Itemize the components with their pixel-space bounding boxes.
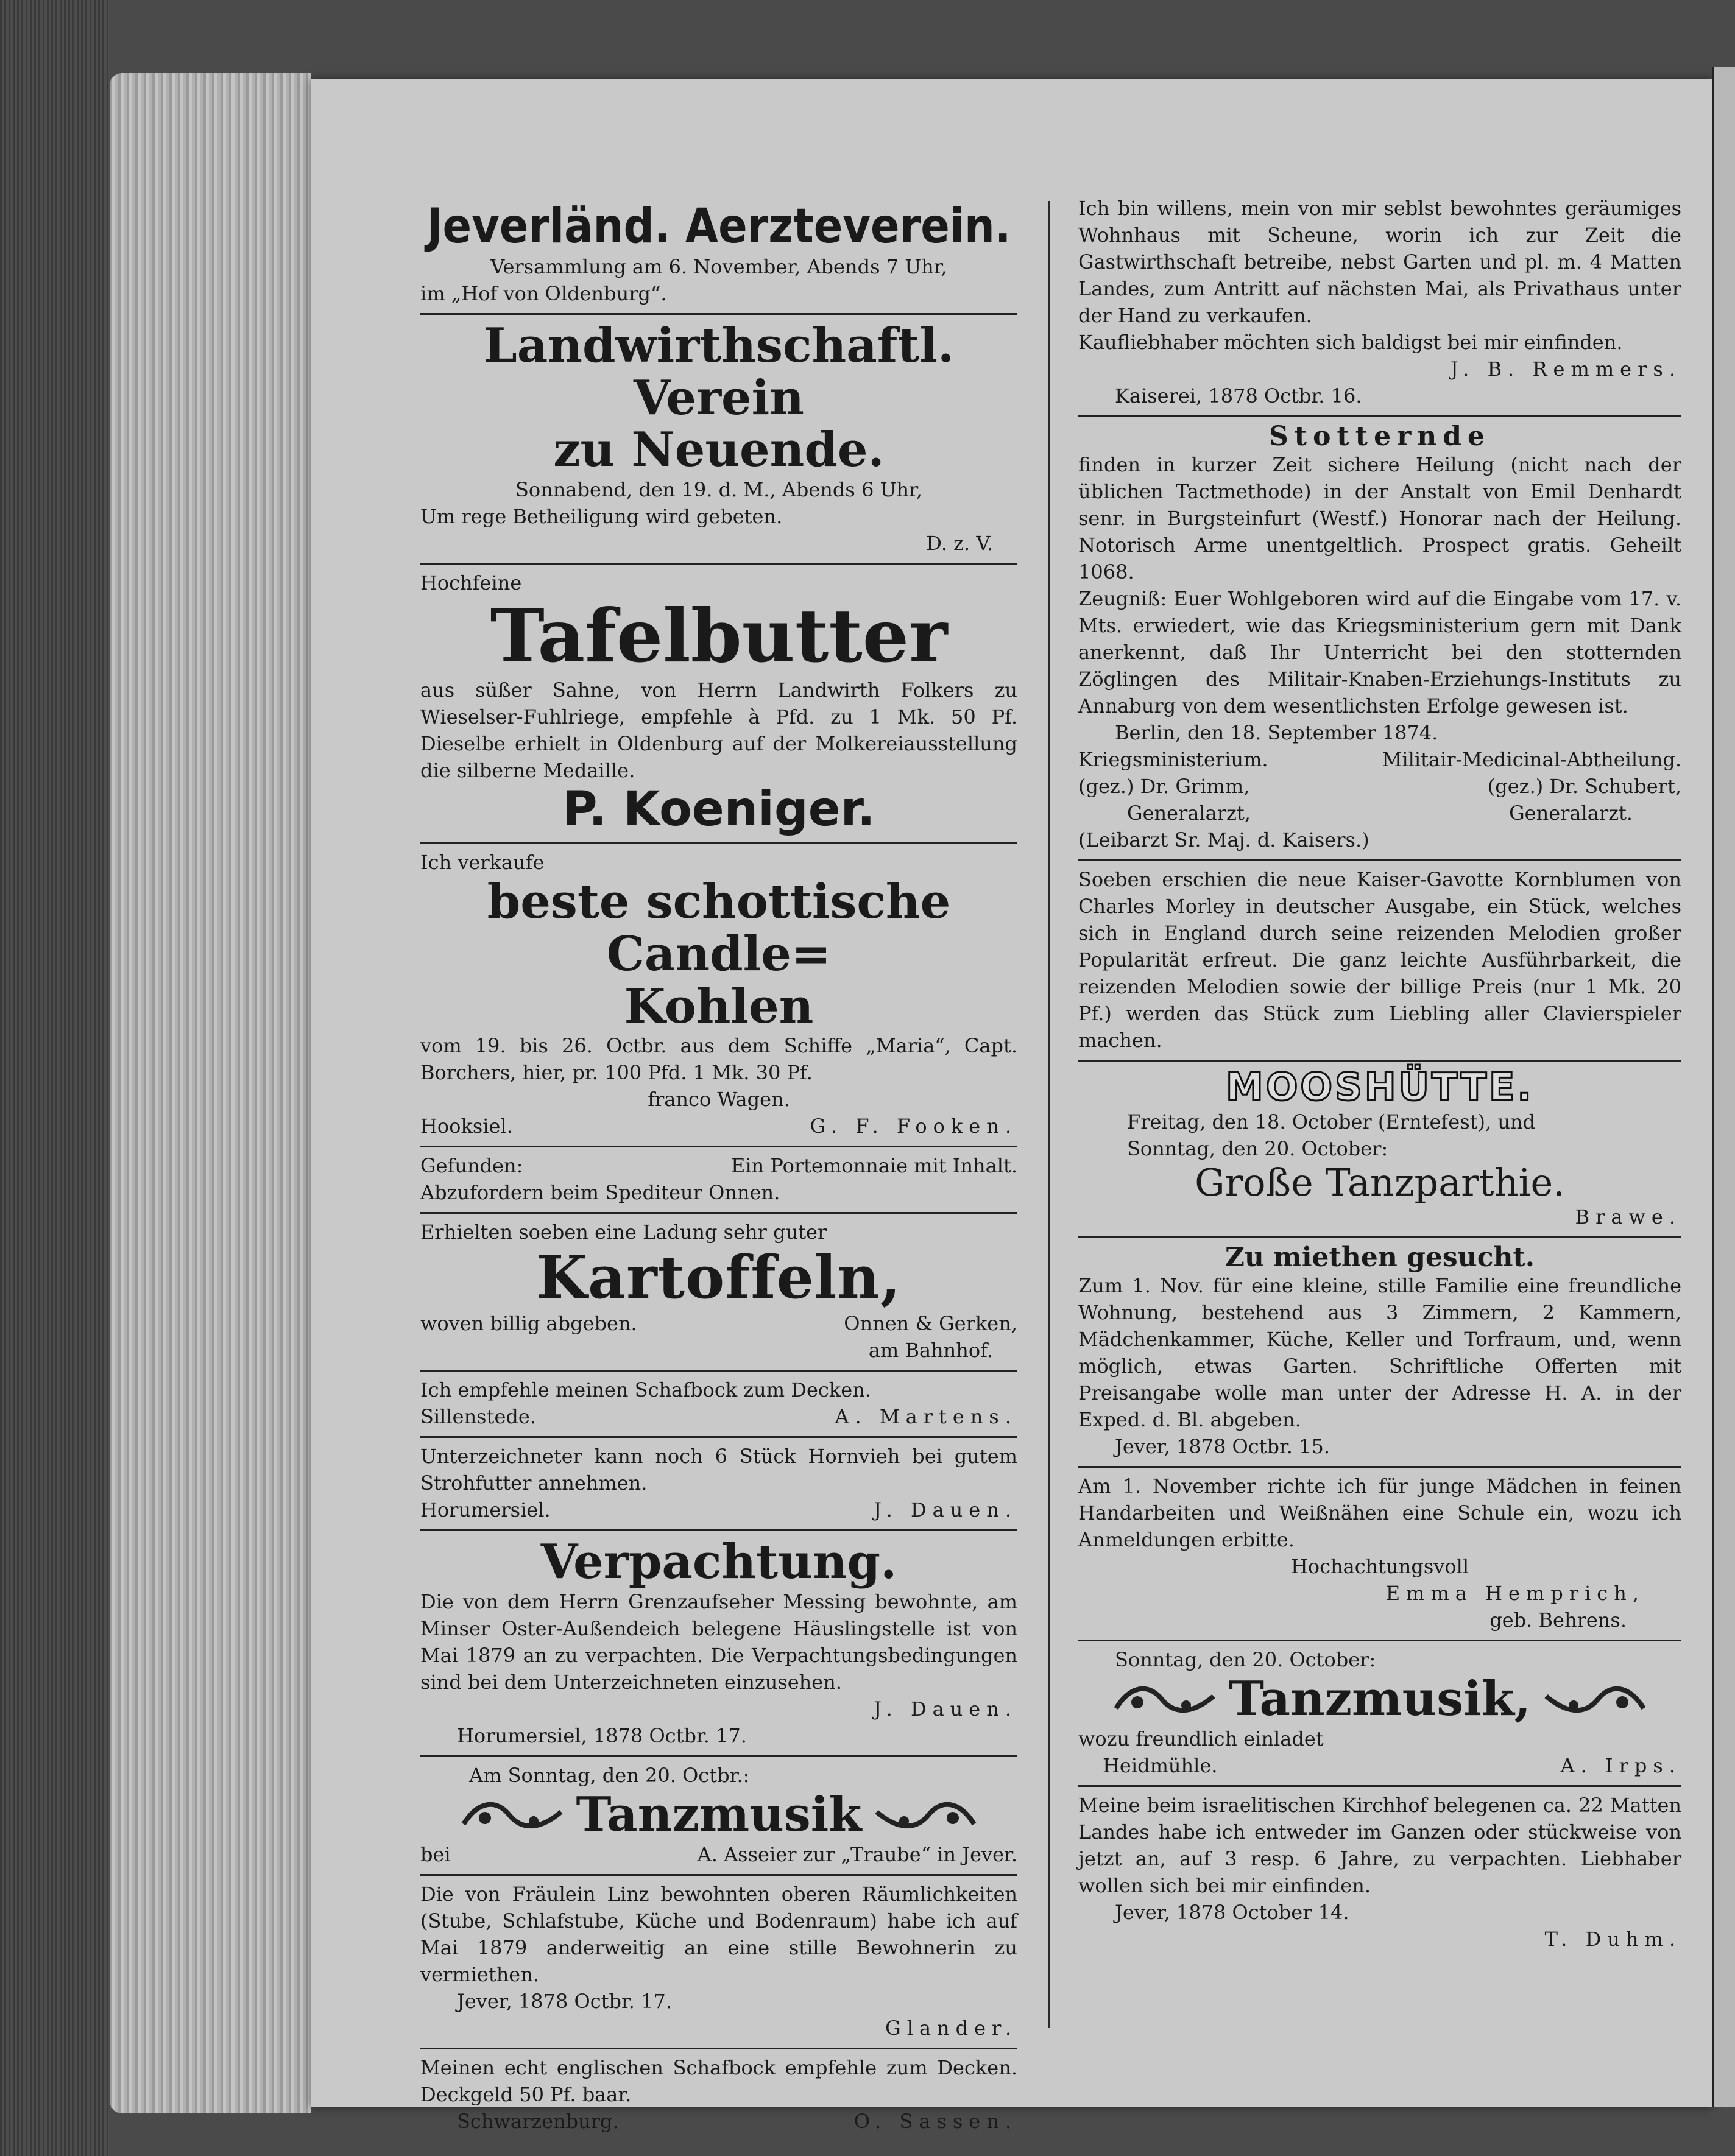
- ad-title: Landwirthschaftl. Verein: [483, 317, 955, 426]
- ad-text: Generalarzt.: [1509, 801, 1633, 825]
- ad-text: Freitag, den 18. October (Erntefest), und: [1127, 1110, 1536, 1133]
- ad-footer: [420, 1403, 1017, 1430]
- ad-title: Stotternde: [1268, 421, 1491, 452]
- ad-footer: [420, 1841, 1017, 1868]
- ad-place: Horumersiel.: [420, 1498, 551, 1521]
- ad-signature: G. F. Fooken.: [810, 1115, 1017, 1138]
- ad-footer: [420, 1310, 1017, 1337]
- ad-text: Sonntag, den 20. October:: [1127, 1136, 1388, 1160]
- ad-text: Kriegsministerium.: [1078, 748, 1268, 772]
- ad-tanzmusik-2: [1078, 1641, 1681, 1787]
- ad-title: Kartoffeln,: [536, 1243, 902, 1312]
- ad-date: Jever, 1878 Octbr. 17.: [457, 1989, 673, 2013]
- ad-signature: J. Dauen.: [874, 1498, 1017, 1521]
- ad-place: Heidmühle.: [1103, 1753, 1218, 1777]
- ad-text: Meinen echt englischen Schafbock empfehle zum Decken. Deckgeld 50 Pf. baar.: [420, 2056, 1017, 2106]
- ad-mooshuette: [1078, 1062, 1681, 1238]
- ad-date: Jever, 1878 October 14.: [1115, 1900, 1349, 1924]
- ad-pretitle: Hochfeine: [420, 571, 522, 595]
- ad-landwirth: [420, 315, 1017, 565]
- ad-signature: O. Sassen.: [853, 2109, 1017, 2133]
- ornament-left-icon: [1113, 1678, 1217, 1721]
- ad-text: (Leibarzt Sr. Maj. d. Kaisers.): [1078, 828, 1369, 852]
- ad-signature: T. Duhm.: [1544, 1927, 1681, 1951]
- ad-miethen: [1078, 1238, 1681, 1468]
- ad-line: [420, 1152, 1017, 1179]
- ad-tafelbutter: [420, 565, 1017, 844]
- ad-kartoffeln: [420, 1214, 1017, 1372]
- ornament-left-icon: [461, 1794, 564, 1836]
- ad-text: Kaufliebhaber möchten sich baldigst bei mir einfinden.: [1078, 331, 1623, 354]
- ad-footer: [1078, 1752, 1681, 1779]
- ad-text: Ich bin willens, mein von mir seblst bewohntes geräumiges Wohnhaus mit Scheune, worin ich zur Zeit die Gastwirthschaft betreibe, nebst Garten und pl. m. 4 Matten Landes, zum Antritt auf nächsten Mai, als Privathaus unter der Hand zu verkaufen.: [1078, 197, 1681, 327]
- ad-date: Kaiserei, 1878 Octbr. 16.: [1115, 384, 1362, 407]
- ad-signature: (gez.) Dr. Schubert,: [1487, 775, 1681, 798]
- ad-signature: J. Dauen.: [874, 1697, 1017, 1721]
- ad-pretitle: Erhielten soeben eine Ladung sehr guter: [420, 1221, 827, 1244]
- ad-signature: am Bahnhof.: [868, 1338, 993, 1362]
- ad-raeume: [420, 1876, 1017, 2049]
- ad-stotternde: [1078, 417, 1681, 861]
- ad-text: Abzufordern beim Spediteur Onnen.: [420, 1181, 780, 1205]
- ad-signature: Glander.: [885, 2016, 1017, 2040]
- ad-tanzmusik-1: [420, 1757, 1017, 1876]
- ad-verpachtung: [420, 1531, 1017, 1757]
- ad-text: Unterzeichneter kann noch 6 Stück Hornvieh bei gutem Strohfutter annehmen.: [420, 1444, 1017, 1495]
- ad-text: Ein Portemonnaie mit Inhalt.: [730, 1154, 1017, 1178]
- ad-text: aus süßer Sahne, von Herrn Landwirth Folkers zu Wieselser-Fuhlriege, empfehle à Pfd. zu 1 Mk. 50 Pf. Dieselbe erhielt in Oldenburg auf der Molkereiausstellung die silberne Medaille.: [420, 678, 1017, 783]
- ad-text: vom 19. bis 26. Octbr. aus dem Schiffe „Maria“, Capt. Borchers, hier, pr. 100 Pfd. 1 Mk. 30 Pf.: [420, 1034, 1017, 1085]
- ad-date: Horumersiel, 1878 Octbr. 17.: [457, 1724, 747, 1747]
- ad-signature: Emma Hemprich,: [1385, 1582, 1645, 1605]
- ad-text: Meine beim israelitischen Kirchhof belegenen ca. 22 Matten Landes habe ich entweder im Ganzen oder stückweise von jetzt an, auf 3 resp. 6 Jahre, zu verpachten. Liebhaber wollen sich bei mir einfinden.: [1078, 1793, 1681, 1897]
- ad-text: Versammlung am 6. November, Abends 7 Uhr,: [490, 255, 947, 278]
- ad-text: Soeben erschien die neue Kaiser-Gavotte Kornblumen von Charles Morley in deutscher Ausgabe, ein Stück, welches sich in England durch seine reizenden Melodien großer Popularität erfreut. Die ganz leichte Ausführbarkeit, die reizenden Melodien sowie der billige Preis (nur 1 Mk. 20 Pf.) werden das Stück zum Liebling aller Clavierspieler machen.: [1078, 868, 1681, 1052]
- ad-title: Tafelbutter: [490, 593, 948, 680]
- ad-text: Ich empfehle meinen Schafbock zum Decken.: [420, 1378, 871, 1401]
- ad-pretitle: Sonntag, den 20. October:: [1115, 1648, 1376, 1672]
- ad-place: Sillenstede.: [420, 1404, 536, 1428]
- left-column: [420, 116, 1017, 2141]
- book-page-edges: [110, 73, 311, 2113]
- ad-title: Tanzmusik,: [1228, 1671, 1532, 1727]
- ornament-right-icon: [1543, 1678, 1647, 1721]
- ad-title: Tanzmusik: [576, 1786, 862, 1842]
- ad-text: Die von Fräulein Linz bewohnten oberen Räumlichkeiten (Stube, Schlafstube, Küche und Bodenraum) habe ich auf Mai 1879 anderweitig an eine stille Bewohnerin zu vermiethen.: [420, 1882, 1017, 1986]
- ad-title: Zu miethen gesucht.: [1224, 1241, 1535, 1273]
- ad-pretitle: Am Sonntag, den 20. Octbr.:: [469, 1763, 750, 1787]
- ad-text: Zeugniß: Euer Wohlgeboren wird auf die Eingabe vom 17. v. Mts. erwiedert, wie das Kriegsministerium gern mit Dank anerkennt, daß Ihr Unterricht bei den stotternden Zöglingen des Militair-Knaben-Erziehungs-Instituts zu Annaburg von dem wesentlichsten Erfolge gewesen ist.: [1078, 587, 1681, 718]
- ad-gefunden: [420, 1147, 1017, 1214]
- ad-gavotte: [1078, 861, 1681, 1062]
- ad-text: woven billig abgeben.: [420, 1311, 637, 1335]
- ad-schafbock-1: [420, 1372, 1017, 1438]
- ad-place: Schwarzenburg.: [457, 2109, 619, 2133]
- ad-title: Jeverländ. Aerzteverein.: [426, 199, 1011, 254]
- ad-signature: A. Asseier zur „Traube“ in Jever.: [697, 1842, 1017, 1866]
- ad-name: P. Koeniger.: [562, 782, 875, 837]
- ad-pretitle: Ich verkaufe: [420, 850, 545, 874]
- ad-title: Verpachtung.: [540, 1534, 897, 1590]
- scan-backdrop: [0, 0, 110, 2156]
- ad-line: [1078, 800, 1681, 826]
- ad-text: wozu freundlich einladet: [1078, 1727, 1324, 1750]
- ad-title-row: [1078, 1673, 1681, 1725]
- ad-text: im „Hof von Oldenburg“.: [420, 281, 667, 305]
- ad-title: beste schottische Candle=: [487, 873, 951, 982]
- ad-date: Jever, 1878 Octbr. 15.: [1115, 1435, 1330, 1459]
- ad-headline: Große Tanzparthie.: [1195, 1160, 1565, 1205]
- ad-date: Berlin, den 18. September 1874.: [1115, 721, 1438, 745]
- ad-signature: J. B. Remmers.: [1450, 358, 1681, 381]
- ad-text: Sonnabend, den 19. d. M., Abends 6 Uhr,: [515, 478, 922, 502]
- ad-signature: Brawe.: [1575, 1205, 1681, 1228]
- ad-title: Kohlen: [624, 978, 814, 1034]
- ad-aerzteverein: [420, 116, 1017, 315]
- ad-matten: [1078, 1787, 1681, 1959]
- ad-schafbock-2: [420, 2049, 1017, 2141]
- ad-text: franco Wagen.: [648, 1088, 790, 1111]
- ad-signature: Onnen & Gerken,: [844, 1311, 1017, 1335]
- ad-text: Zum 1. Nov. für eine kleine, stille Familie eine freundliche Wohnung, bestehend aus 3 Zimmern, 2 Kammern, Mädchenkammer, Küche, Keller und Torfraum, und, wenn möglich, etwas Garten. Schriftliche Offerten mit Preisangabe wolle man unter der Adresse H. A. in der Exped. d. Bl. abgeben.: [1078, 1274, 1681, 1432]
- ad-line: [1078, 773, 1681, 800]
- ad-text: Generalarzt,: [1127, 801, 1251, 825]
- ad-title-row: [420, 1786, 1017, 1842]
- ad-signature: A. Martens.: [835, 1404, 1017, 1428]
- ad-text: Militair-Medicinal-Abtheilung.: [1382, 748, 1681, 772]
- ad-text: Um rege Betheiligung wird gebeten.: [420, 505, 783, 529]
- ad-text: bei: [420, 1842, 451, 1866]
- ad-signature: (gez.) Dr. Grimm,: [1078, 775, 1250, 798]
- ad-text: Am 1. November richte ich für junge Mädchen in feinen Handarbeiten und Weißnähen eine Schule ein, wozu ich Anmeldungen erbitte.: [1078, 1474, 1681, 1552]
- ad-footer: [420, 1496, 1017, 1523]
- ad-label: Gefunden:: [420, 1154, 523, 1178]
- right-column: [1078, 116, 1681, 1959]
- ad-signature: geb. Behrens.: [1489, 1608, 1627, 1632]
- ad-kohlen: [420, 844, 1017, 1147]
- ad-place: Hooksiel.: [420, 1115, 513, 1138]
- ad-greeting: Hochachtungsvoll: [1290, 1555, 1469, 1579]
- ad-footer: [420, 1113, 1017, 1140]
- ad-title: zu Neuende.: [553, 422, 885, 478]
- ad-line: [1078, 746, 1681, 773]
- ornament-right-icon: [874, 1794, 977, 1836]
- ad-text: finden in kurzer Zeit sichere Heilung (nicht nach der üblichen Tactmethode) in der Anstalt von Emil Denhardt senr. in Burgsteinfurt (Westf.) Honorar nach der Heilung. Notorisch Arme unentgeltlich. Prospect gratis. Geheilt 1068.: [1078, 453, 1681, 584]
- ad-hornvieh: [420, 1438, 1017, 1531]
- ad-title: MOOSHÜTTE.: [1226, 1065, 1534, 1110]
- ad-wohnhaus: [1078, 116, 1681, 417]
- ad-footer: [420, 2108, 1017, 2135]
- next-page-edge: [1712, 67, 1735, 2107]
- ad-schule: [1078, 1468, 1681, 1641]
- column-divider: [1048, 201, 1050, 2028]
- ad-signature: A. Irps.: [1560, 1753, 1681, 1777]
- ad-text: Die von dem Herrn Grenzaufseher Messing bewohnte, am Minser Oster-Außendeich belegene Häuslingstelle ist von Mai 1879 an zu verpachten. Die Verpachtungsbedingungen sind bei dem Unterzeichneten einzusehen.: [420, 1590, 1017, 1694]
- ad-signature: D. z. V.: [926, 532, 993, 555]
